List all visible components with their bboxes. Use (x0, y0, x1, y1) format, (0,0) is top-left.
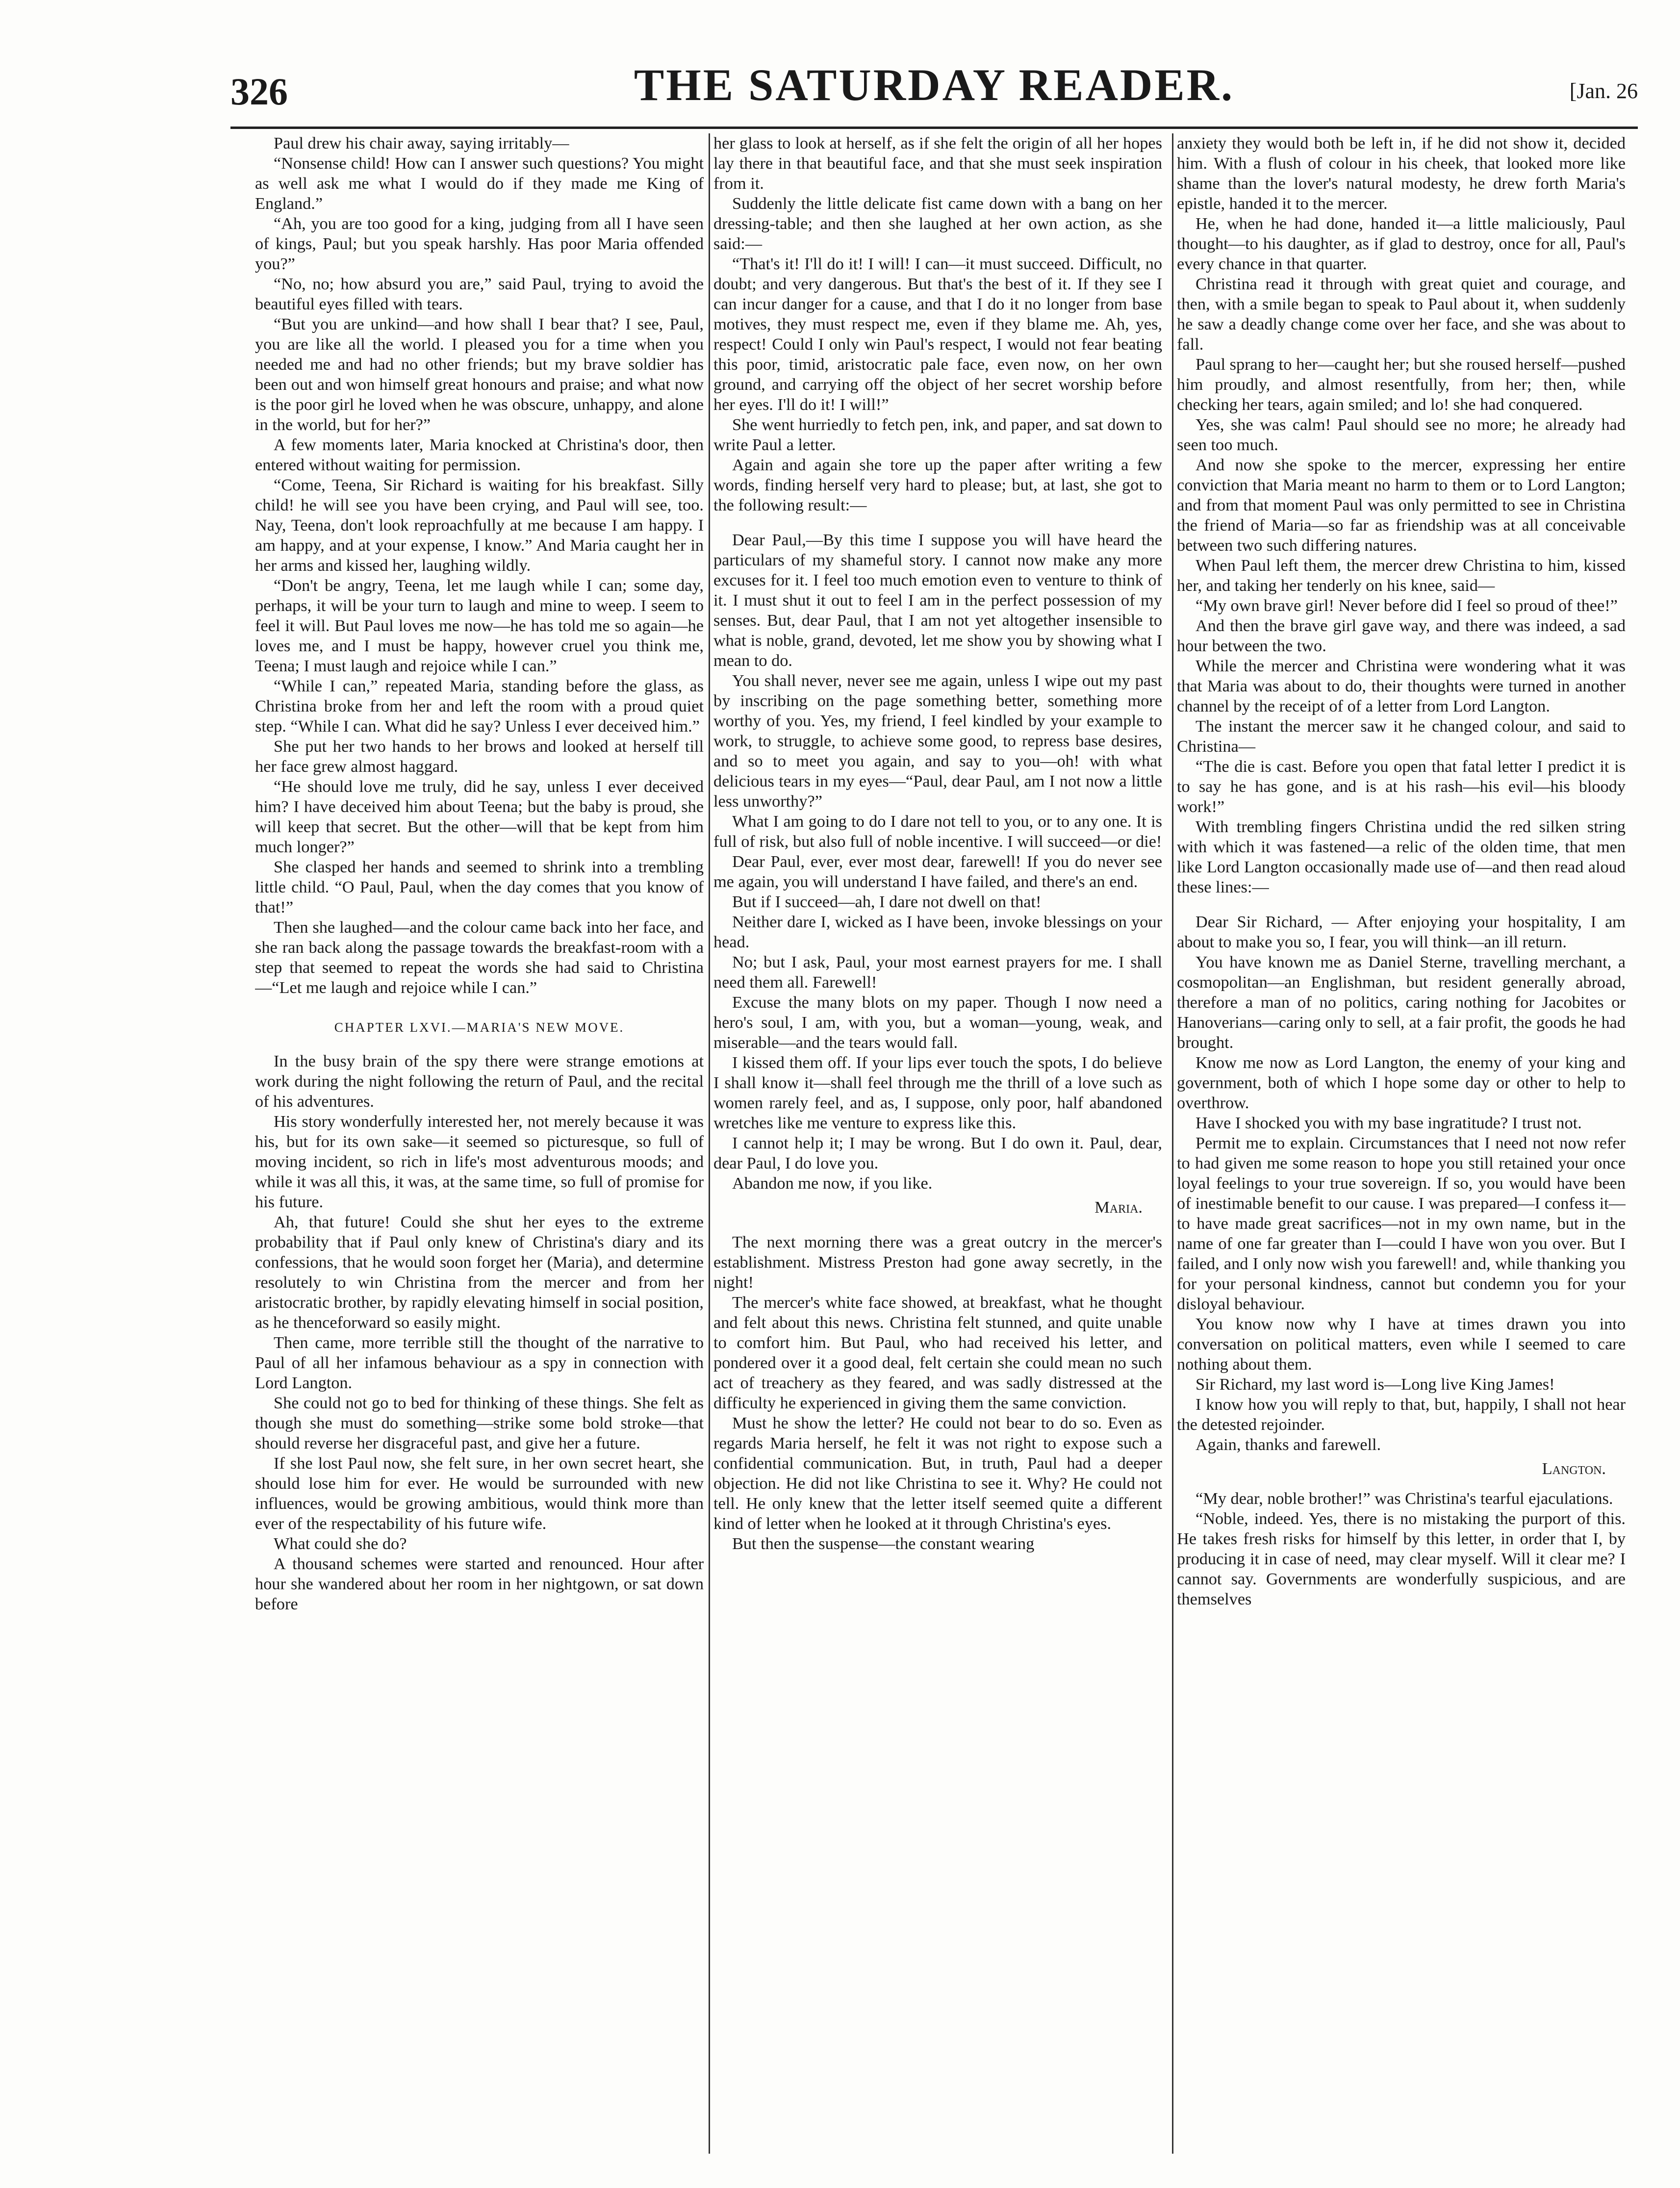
paragraph: You shall never, never see me again, unless I wipe out my past by inscribing on the page something better, something more worthy of you. Yes, my friend, I feel kindled by your example to work, to struggle, to achieve some good, to repress base desires, and so to meet you again, and say to you—oh! with what delicious tears in my eyes—“Paul, dear Paul, am I not now a little less unworthy?” (713, 671, 1162, 811)
paragraph: “While I can,” repeated Maria, standing before the glass, as Christina broke from her and left the room with a proud quiet step. “While I can. What did he say? Unless I ever deceived him.” (255, 677, 704, 736)
paragraph: A thousand schemes were started and renounced. Hour after hour she wandered about her room in her nightgown, or sat down before (255, 1554, 704, 1613)
paragraph: Then she laughed—and the colour came back into her face, and she ran back along the passage towards the breakfast-room with a step that seemed to repeat the words she had said to Christina—“Let me laugh and rejoice while I can.” (255, 918, 704, 997)
paragraph: “My own brave girl! Never before did I feel so proud of thee!” (1196, 596, 1618, 615)
paragraph: “Nonsense child! How can I answer such questions? You might as well ask me what I would do if they made me King of England.” (255, 154, 704, 213)
paragraph: “My dear, noble brother!” was Christina's tearful ejaculations. (1196, 1489, 1613, 1508)
column-divider (709, 133, 710, 2154)
text-column-2 (713, 133, 1162, 2154)
paragraph: Have I shocked you with my base ingratitude? I trust not. (1196, 1114, 1582, 1132)
paragraph: While the mercer and Christina were wondering what it was that Maria was about to do, their thoughts were turned in another channel by the receipt of of a letter from Lord Langton. (1177, 657, 1626, 715)
paragraph: In the busy brain of the spy there were strange emotions at work during the night following the return of Paul, and the recital of his adventures. (255, 1052, 704, 1111)
paragraph: No; but I ask, Paul, your most earnest prayers for me. I shall need them all. Farewell! (713, 953, 1162, 992)
paragraph: What I am going to do I dare not tell to you, or to any one. It is full of risk, but also full of noble incentive. I will succeed—or die! (713, 812, 1162, 851)
paragraph: I kissed them off. If your lips ever touch the spots, I do believe I shall know it—shall feel through me the thrill of a love such as women rarely feel, and as, I suppose, only poor, half abandoned wretches like me venture to express like this. (713, 1053, 1162, 1132)
paragraph: Dear Paul,—By this time I suppose you will have heard the particulars of my shameful story. I cannot now make any more excuses for it. I feel too much emotion even to venture to think of it. I must shut it out to feel I am in the perfect possession of my senses. But, dear Paul, that I am not yet altogether insensible to what is noble, grand, devoted, let me show you by showing what I mean to do. (713, 531, 1162, 670)
paragraph: her glass to look at herself, as if she felt the origin of all her hopes lay there in that beautiful face, and that she must seek inspiration from it. (713, 134, 1162, 193)
paragraph: “He should love me truly, did he say, unless I ever deceived him? I have deceived him about Teena; but the baby is proud, she will keep that secret. But the other—will that be kept from him much longer?” (255, 777, 704, 856)
paragraph: His story wonderfully interested her, not merely because it was his, but for its own sake—it seemed so picturesque, so full of moving incident, so rich in life's most adventurous moods; and while it was all this, it was, at the same time, so full of promise for his future. (255, 1112, 704, 1211)
publication-title: THE SATURDAY READER. (634, 60, 1235, 110)
paragraph: Dear Paul, ever, ever most dear, farewell! If you do never see me again, you will understand I have failed, and there's an end. (713, 852, 1162, 891)
paragraph: You have known me as Daniel Sterne, travelling merchant, a cosmopolitan—an Englishman, but resident generally abroad, therefore a man of no politics, caring nothing for Jacobites or Hanoverians—caring only to sell, at a fair profit, the goods he had brought. (1177, 953, 1626, 1052)
paragraph: And then the brave girl gave way, and there was indeed, a sad hour between the two. (1177, 616, 1626, 655)
letter-signature: Langton. (1542, 1459, 1606, 1478)
paragraph: When Paul left them, the mercer drew Christina to him, kissed her, and taking her tenderly on his knee, said— (1177, 556, 1626, 595)
paragraph: “That's it! I'll do it! I will! I can—it must succeed. Difficult, no doubt; and very dangerous. But that's the best of it. If they see I can incur danger for a cause, and that I do it no longer from base motives, they must respect me, even if they blame me. Ah, yes, respect! Could I only win Paul's respect, I would not fear beating this poor, timid, aristocratic pale face, even now, on her own ground, and carrying off the object of her secret worship before her eyes. I'll do it! I will!” (713, 254, 1162, 414)
paragraph: I know how you will reply to that, but, happily, I shall not hear the detested rejoinder. (1177, 1395, 1626, 1434)
paragraph: I cannot help it; I may be wrong. But I do own it. Paul, dear, dear Paul, I do love you. (713, 1134, 1162, 1172)
paragraph: Again and again she tore up the paper after writing a few words, finding herself very hard to please; but, at last, she got to the following result:— (713, 456, 1162, 514)
paragraph: Must he show the letter? He could not bear to do so. Even as regards Maria herself, he felt it was not right to expose such a confidential communication. But, in truth, Paul had a deeper objection. He did not like Christina to see it. Why? He could not tell. He only knew that the letter itself seemed quite a different kind of letter when he looked at it through Christina's eyes. (713, 1414, 1162, 1533)
paragraph: Again, thanks and farewell. (1196, 1435, 1381, 1454)
paragraph: Paul drew his chair away, saying irritably— (274, 134, 569, 153)
paragraph: Paul sprang to her—caught her; but she roused herself—pushed him proudly, and almost resentfully, from her; then, while checking her tears, again smiled; and lo! she had conquered. (1177, 355, 1626, 414)
paragraph: She clasped her hands and seemed to shrink into a trembling little child. “O Paul, Paul, when the day comes that you know of that!” (255, 858, 704, 916)
paragraph: The next morning there was a great outcry in the mercer's establishment. Mistress Preston had gone away secretly, in the night! (713, 1233, 1162, 1292)
text-column-3 (1177, 133, 1626, 2154)
paragraph: Ah, that future! Could she shut her eyes to the extreme probability that if Paul only knew of Christina's diary and its confessions, that he would soon forget her (Maria), and determine resolutely to win Christina from the mercer and from her aristocratic brother, by rapidly elevating himself in social position, as he thenceforward so easily might. (255, 1213, 704, 1332)
paragraph: anxiety they would both be left in, if he did not show it, decided him. With a flush of colour in his cheek, that looked more like shame than the lover's natural modesty, he drew forth Maria's epistle, handed it to the mercer. (1177, 134, 1626, 213)
paragraph: If she lost Paul now, she felt sure, in her own secret heart, she should lose him for ever. He would be surrounded with new influences, would be growing ambitious, would think more than ever of the respectability of his future wife. (255, 1454, 704, 1533)
paragraph: What could she do? (274, 1534, 407, 1553)
paragraph: She put her two hands to her brows and looked at herself till her face grew almost haggard. (255, 737, 704, 776)
paragraph: Sir Richard, my last word is—Long live King James! (1196, 1375, 1555, 1394)
paragraph: Permit me to explain. Circumstances that I need not now refer to had given me some reason to hope you still retained your once loyal feelings to your true sovereign. If so, you would have been of inestimable benefit to our cause. I was prepared—I confess it—to have made great sacrifices—not in my own name, but in the name of one far greater than I—could I have won you over. But I failed, and I only now wish you farewell! and, while thanking you for your personal kindness, cannot but condemn you for your disloyal behaviour. (1177, 1134, 1626, 1313)
paragraph: Excuse the many blots on my paper. Though I now need a hero's soul, I am, with you, but a woman—young, weak, and miserable—and the tears would fall. (713, 993, 1162, 1052)
paragraph: Neither dare I, wicked as I have been, invoke blessings on your head. (713, 913, 1162, 951)
issue-date: [Jan. 26 (1569, 79, 1638, 103)
masthead (230, 59, 1638, 123)
paragraph: “No, no; how absurd you are,” said Paul, trying to avoid the beautiful eyes filled with tears. (255, 275, 704, 313)
text-column-1 (255, 133, 704, 2154)
letter-signature: Maria. (1095, 1198, 1143, 1217)
paragraph: But if I succeed—ah, I dare not dwell on that! (732, 892, 1042, 911)
paragraph: A few moments later, Maria knocked at Christina's door, then entered without waiting for permission. (255, 435, 704, 474)
paragraph: Christina read it through with great quiet and courage, and then, with a smile began to speak to Paul about it, when suddenly he saw a deadly change come over her face, and she was about to fall. (1177, 275, 1626, 354)
paragraph: Then came, more terrible still the thought of the narrative to Paul of all her infamous behaviour as a spy in connection with Lord Langton. (255, 1333, 704, 1392)
paragraph: “But you are unkind—and how shall I bear that? I see, Paul, you are like all the world. I pleased you for a time when you needed me and had no other friends; but my brave soldier has been out and won himself great honours and praise; and what now is the poor girl he loved when he was obscure, unhappy, and alone in the world, but for her?” (255, 315, 704, 434)
paragraph: The instant the mercer saw it he changed colour, and said to Christina— (1177, 717, 1626, 756)
paragraph: She could not go to bed for thinking of these things. She felt as though she must do something—strike some bold stroke—that should reverse her disgraceful past, and give her a future. (255, 1394, 704, 1452)
paragraph: Know me now as Lord Langton, the enemy of your king and government, both of which I hope some day or other to help to overthrow. (1177, 1053, 1626, 1112)
paragraph: But then the suspense—the constant wearing (732, 1534, 1035, 1553)
column-divider (1172, 133, 1173, 2154)
paragraph: “Come, Teena, Sir Richard is waiting for his breakfast. Silly child! he will see you have been crying, and Paul will see, too. Nay, Teena, don't look reproachfully at me because I am happy. I am happy, and at your expense, I know.” And Maria caught her in her arms and kissed her, laughing wildly. (255, 476, 704, 575)
paragraph: Abandon me now, if you like. (732, 1174, 933, 1193)
paragraph: She went hurriedly to fetch pen, ink, and paper, and sat down to write Paul a letter. (713, 415, 1162, 454)
paragraph: You know now why I have at times drawn you into conversation on political matters, even while I seemed to care nothing about them. (1177, 1315, 1626, 1374)
paragraph: He, when he had done, handed it—a little maliciously, Paul thought—to his daughter, as if glad to destroy, once for all, Paul's every chance in that quarter. (1177, 214, 1626, 273)
masthead-rule (230, 127, 1638, 129)
paragraph: “The die is cast. Before you open that fatal letter I predict it is to say he has gone, and is at his rash—his evil—his bloody work!” (1177, 757, 1626, 816)
paragraph: “Ah, you are too good for a king, judging from all I have seen of kings, Paul; but you speak harshly. Has poor Maria offended you?” (255, 214, 704, 273)
paragraph: Suddenly the little delicate fist came down with a bang on her dressing-table; and then she laughed at her own action, as she said:— (713, 194, 1162, 253)
paragraph: The mercer's white face showed, at breakfast, what he thought and felt about this news. Christina felt stunned, and quite unable to comfort him. But Paul, who had received his letter, and pondered over it a good deal, felt certain she could mean no such act of treachery as they feared, and was sadly distressed at the difficulty he experienced in giving them the same conviction. (713, 1293, 1162, 1412)
paragraph: With trembling fingers Christina undid the red silken string with which it was fastened—a relic of the olden time, that men like Lord Langton occasionally made use of—and then read aloud these lines:— (1177, 817, 1626, 896)
paragraph: “Noble, indeed. Yes, there is no mistaking the purport of this. He takes fresh risks for himself by this letter, in order that I, by producing it in case of need, may clear myself. Will it clear me? I cannot say. Governments are wonderfully suspicious, and are themselves (1177, 1509, 1626, 1608)
paragraph: “Don't be angry, Teena, let me laugh while I can; some day, perhaps, it will be your turn to laugh and mine to weep. I seem to feel it will. But Paul loves me now—he has told me so again—he loves me, and I must be happy, however cruel you think me, Teena; I must laugh and rejoice while I can.” (255, 576, 704, 675)
paragraph: And now she spoke to the mercer, expressing her entire conviction that Maria meant no harm to them or to Lord Langton; and from that moment Paul was only permitted to see in Christina the friend of Maria—so far as friendship was at all conceivable between two such differing natures. (1177, 456, 1626, 555)
paragraph: Dear Sir Richard, — After enjoying your hospitality, I am about to make you so, I fear, you will think—an ill return. (1177, 913, 1626, 951)
chapter-heading: CHAPTER LXVI.—MARIA'S NEW MOVE. (334, 1020, 625, 1035)
paragraph: Yes, she was calm! Paul should see no more; he already had seen too much. (1177, 415, 1626, 454)
page-number: 326 (230, 70, 288, 113)
